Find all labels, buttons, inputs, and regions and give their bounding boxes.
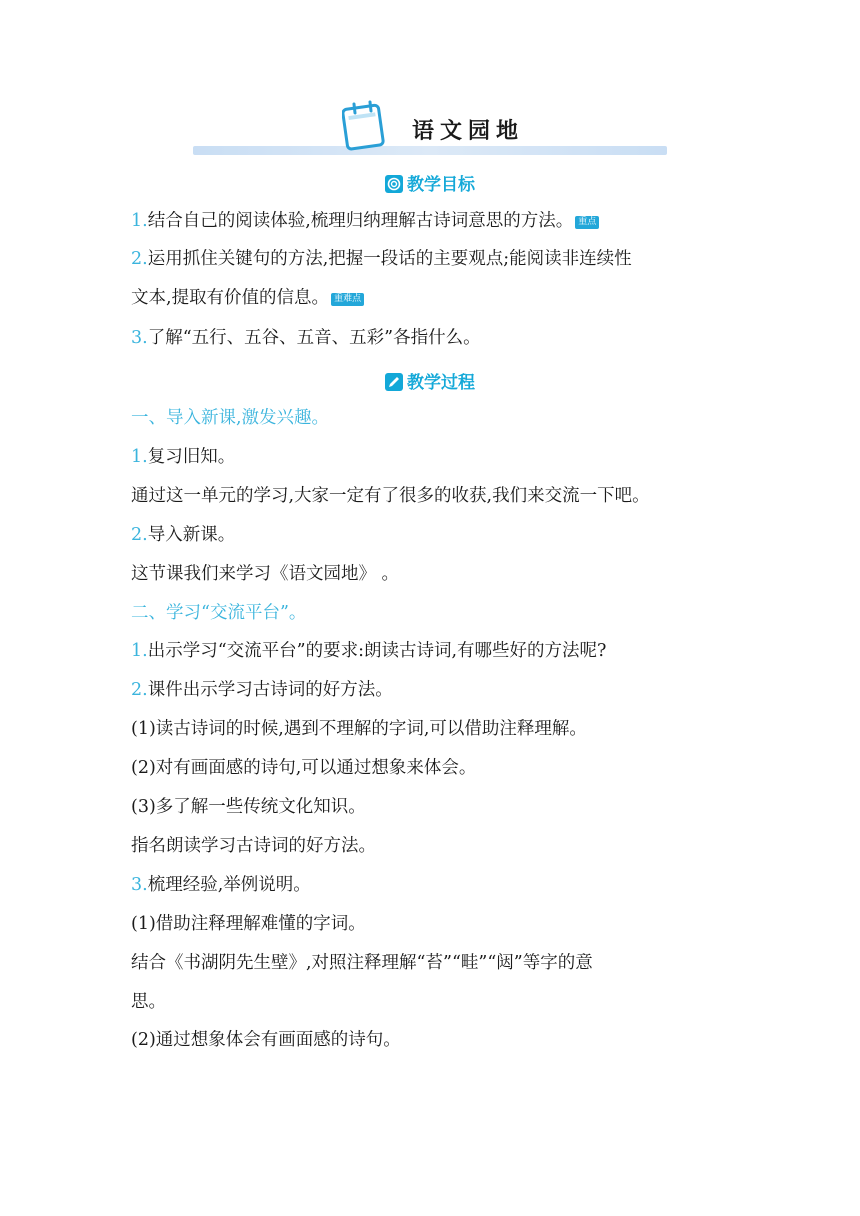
- paragraph-text: 结合《书湖阴先生壁》,对照注释理解“苔”“畦”“闼”等字的意: [131, 952, 593, 973]
- paragraph-line: [131, 561, 399, 587]
- step-text: 课件出示学习古诗词的好方法。: [147, 680, 393, 701]
- paragraph-line: [131, 950, 593, 976]
- section-heading: [131, 405, 329, 431]
- step-text: 导入新课。: [147, 524, 236, 545]
- section-heading-text: 二、学习“交流平台”。: [131, 602, 307, 623]
- goal-number: 1.: [131, 211, 148, 231]
- paragraph-line: [131, 833, 376, 859]
- paragraph-line: [131, 483, 650, 509]
- goal-item-2-cont: [131, 285, 364, 311]
- goal-text: 了解“五行、五谷、五音、五彩”各指什么。: [147, 328, 481, 348]
- paragraph-text: 这节课我们来学习《语文园地》 。: [131, 563, 400, 584]
- target-icon: [385, 175, 403, 193]
- step-number: 1.: [131, 641, 148, 662]
- paragraph-text: 思。: [131, 991, 166, 1012]
- process-heading-label: 教学过程: [407, 373, 475, 393]
- goals-heading-label: 教学目标: [407, 175, 475, 195]
- paragraph-line: [131, 911, 366, 937]
- paragraph-line: [131, 1027, 401, 1053]
- goal-item-3: [131, 325, 481, 351]
- paragraph-text: (2)对有画面感的诗句,可以通过想象来体会。: [131, 758, 477, 779]
- paragraph-line: [131, 755, 476, 781]
- key-point-badge: 重点: [575, 216, 599, 229]
- title-underline-bar: [193, 146, 667, 155]
- paragraph-text: 通过这一单元的学习,大家一定有了很多的收获,我们来交流一下吧。: [131, 485, 650, 506]
- paragraph-text: (2)通过想象体会有画面感的诗句。: [131, 1030, 401, 1051]
- goal-text: 结合自己的阅读体验,梳理归纳理解古诗词意思的方法。: [147, 211, 574, 231]
- paragraph-text: (1)读古诗词的时候,遇到不理解的字词,可以借助注释理解。: [131, 719, 587, 740]
- goal-number: 3.: [131, 328, 148, 348]
- numbered-step: [131, 444, 235, 470]
- step-number: 2.: [131, 680, 148, 701]
- page-title: 语文园地: [412, 119, 525, 144]
- pen-icon: [385, 373, 403, 391]
- goals-heading: [0, 174, 860, 196]
- calendar-notepad-icon: [342, 100, 386, 152]
- numbered-step: [131, 872, 311, 898]
- goal-number: 2.: [131, 249, 148, 269]
- step-text: 梳理经验,举例说明。: [147, 874, 311, 895]
- paragraph-line: [131, 716, 587, 742]
- difficulty-badge: 重难点: [331, 293, 364, 306]
- goal-text: 运用抓住关键句的方法,把握一段话的主要观点;能阅读非连续性: [147, 249, 632, 269]
- goal-item-1: [131, 208, 599, 234]
- numbered-step: [131, 638, 606, 664]
- numbered-step: [131, 522, 235, 548]
- goal-item-2: [131, 246, 632, 272]
- title-banner: [0, 100, 860, 160]
- step-text: 复习旧知。: [147, 446, 236, 467]
- step-number: 2.: [131, 524, 148, 545]
- paragraph-text: (3)多了解一些传统文化知识。: [131, 797, 366, 817]
- paragraph-text: (1)借助注释理解难懂的字词。: [131, 913, 366, 934]
- paragraph-line: [131, 794, 366, 820]
- step-number: 3.: [131, 874, 148, 895]
- section-heading: [131, 600, 306, 626]
- section-heading-text: 一、导入新课,激发兴趣。: [131, 408, 330, 428]
- step-number: 1.: [131, 446, 148, 467]
- numbered-step: [131, 677, 393, 703]
- goal-text: 文本,提取有价值的信息。: [131, 288, 330, 308]
- paragraph-line: [131, 989, 166, 1015]
- paragraph-text: 指名朗读学习古诗词的好方法。: [131, 835, 376, 856]
- process-heading: [0, 372, 860, 394]
- step-text: 出示学习“交流平台”的要求:朗读古诗词,有哪些好的方法呢?: [147, 641, 607, 662]
